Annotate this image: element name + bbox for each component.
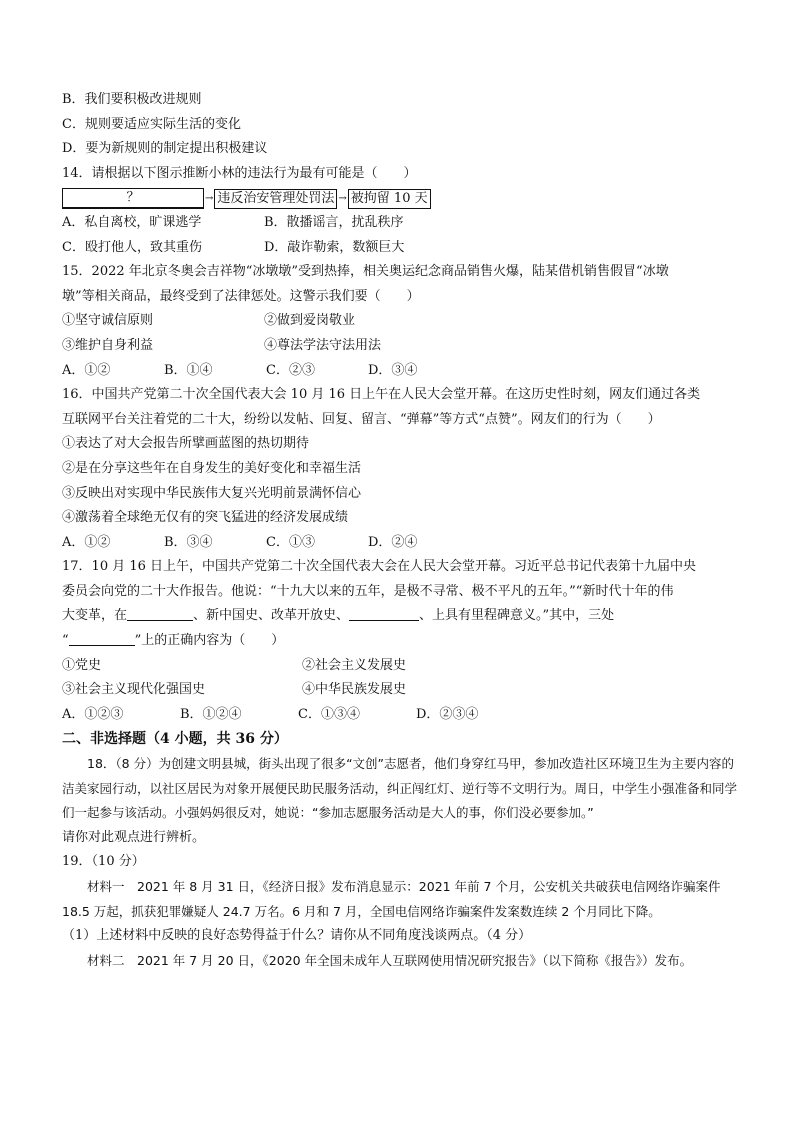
q16-statement-1: ①表达了对大会报告所擘画蓝图的热切期待	[62, 436, 310, 452]
q14-option-a: A．私自离校，旷课逃学	[62, 214, 202, 230]
q17-stem-line3	[62, 604, 742, 629]
q16-option-b: B．③④	[164, 534, 213, 550]
q17-statement-1: ①党史	[62, 657, 102, 673]
q16-option-a: A．①②	[62, 534, 111, 550]
q17-statement-3: ③社会主义现代化强国史	[62, 682, 206, 698]
q13-option-d: D．要为新规则的制定提出积极建议	[62, 141, 268, 157]
q19-heading: 19．（10 分）	[62, 854, 145, 870]
q14-stem: 14．请根据以下图示推断小林的违法行为最有可能是（ ）	[62, 165, 417, 181]
arrow-right-icon: →	[205, 193, 214, 205]
q15-statement-3: ③维护自身利益	[62, 337, 154, 353]
q14-options-row1	[62, 211, 742, 236]
q16-options	[62, 531, 742, 556]
q15-option-d: D．③④	[368, 362, 418, 378]
q17-option-d: D．②③④	[416, 706, 479, 722]
q15-statements-row2	[62, 334, 742, 359]
exam-page	[62, 88, 742, 973]
q14-options-row2	[62, 236, 742, 261]
q15-statement-2: ②做到爱岗敬业	[264, 313, 356, 329]
q19-material-1: 材料一 2021 年 8 月 31 日，《经济日报》发布消息显示：2021 年前 7 个月，公安机关共破获电信网络诈骗案件 18.5 万起，抓获犯罪嫌疑人 24.7 万名。6 月和 7 月，全国电信网络诈骗案件发案数连续 2 个月同比下降。	[62, 879, 721, 919]
q16-statement-2: ②是在分享这些年在自身发生的美好变化和幸福生活	[62, 460, 362, 476]
q14-option-c: C．殴打他人，致其重伤	[62, 239, 202, 255]
q16-option-c: C．①③	[266, 534, 315, 550]
q19-question-1: （1）上述材料中反映的良好态势得益于什么？请你从不同角度浅谈两点。（4 分）	[62, 928, 532, 944]
q17-blank-1	[127, 606, 193, 621]
q14-flow-question-box: ？	[62, 188, 204, 209]
q15-option-c: C．②③	[266, 362, 315, 378]
q15-options	[62, 359, 742, 384]
q17-text-a: 大变革，在	[62, 608, 128, 624]
q17-blank-2	[349, 606, 419, 621]
q14-flow-diagram	[62, 186, 742, 211]
q16-stem-line1: 16．中国共产党第二十次全国代表大会 10 月 16 日上午在人民大会堂开幕。在这历史性时刻，网友们通过各类	[62, 387, 701, 403]
q17-statement-4: ④中华民族发展史	[302, 682, 407, 698]
q15-statement-1: ①坚守诚信原则	[62, 313, 154, 329]
q17-stem-line1: 17．10 月 16 日上午，中国共产党第二十次全国代表大会在人民大会堂开幕。习近平总书记代表第十九届中央	[62, 559, 697, 575]
q18-text: 18．（8 分）为创建文明县城，街头出现了很多“文创”志愿者，他们身穿红马甲，参加改造社区环境卫生为主要内容的洁美家园行动，以社区居民为对象开展便民助民服务活动，纠正闯红灯、逆行等不文明行为。周日，中学生小强准备和同学们一起参与该活动。小强妈妈很反对，她说：“参加志愿服务活动是大人的事，你们没必要参加。”	[62, 756, 738, 821]
q14-flow-end-box: 被拘留 10 天	[348, 189, 431, 209]
q13-option-b: B．我们要积极改进规则	[62, 92, 202, 107]
q19-material-2: 材料二 2021 年 7 月 20 日，《2020 年全国未成年人互联网使用情况研究报告》（以下简称《报告》）发布。	[87, 952, 693, 968]
q13-option-c: C．规则要适应实际生活的变化	[62, 116, 241, 132]
q16-stem-line2: 互联网平台关注着党的二十大，纷纷以发帖、回复、留言、“弹幕”等方式“点赞”。网友们的行为（ ）	[62, 411, 661, 427]
q16-statement-3: ③反映出对实现中华民族伟大复兴光明前景满怀信心	[62, 485, 362, 501]
section-heading: 二、非选择题（4 小题，共 36 分）	[62, 731, 288, 748]
q17-options	[62, 703, 742, 728]
q17-text-d: “	[62, 633, 69, 649]
q17-statements-row1	[62, 654, 742, 679]
q17-text-e: ”上的正确内容为（ ）	[134, 633, 285, 649]
q17-stem-line2: 委员会向党的二十大作报告。他说：“十九大以来的五年，是极不寻常、极不平凡的五年。”“新时代十年的伟	[62, 583, 674, 599]
q15-statement-4: ④尊法学法守法用法	[264, 337, 382, 353]
q17-text-c: 、上具有里程碑意义。”其中，三处	[419, 608, 615, 624]
q17-option-a: A．①②③	[62, 706, 124, 722]
arrow-right-icon: →	[338, 193, 347, 205]
q17-text-b: 、新中国史、改革开放史、	[193, 608, 350, 624]
q16-option-d: D．②④	[368, 534, 418, 550]
q15-statements-row1	[62, 309, 742, 334]
q15-stem-line2: 墩”等相关商品，最终受到了法律惩处。这警示我们要（ ）	[62, 288, 420, 304]
q17-statements-row2	[62, 678, 742, 703]
q18-ask: 请你对此观点进行辨析。	[62, 829, 206, 845]
q14-option-d: D．敲诈勒索，数额巨大	[264, 239, 405, 255]
q15-option-b: B．①④	[164, 362, 213, 378]
q17-option-b: B．①②④	[180, 706, 242, 722]
q16-statement-4: ④激荡着全球绝无仅有的突飞猛进的经济发展成绩	[62, 510, 349, 526]
q17-statement-2: ②社会主义发展史	[302, 657, 407, 673]
q14-flow-middle-box: 违反治安管理处罚法	[214, 189, 337, 209]
q17-blank-3	[69, 631, 135, 646]
q17-stem-line4	[62, 629, 742, 654]
q15-stem-line1: 15．2022 年北京冬奥会吉祥物“冰墩墩”受到热捧，相关奥运纪念商品销售火爆，陆某借机销售假冒“冰墩	[62, 264, 669, 280]
q17-option-c: C．①③④	[298, 706, 360, 722]
q15-option-a: A．①②	[62, 362, 111, 378]
q14-option-b: B．散播谣言，扰乱秩序	[264, 214, 404, 230]
